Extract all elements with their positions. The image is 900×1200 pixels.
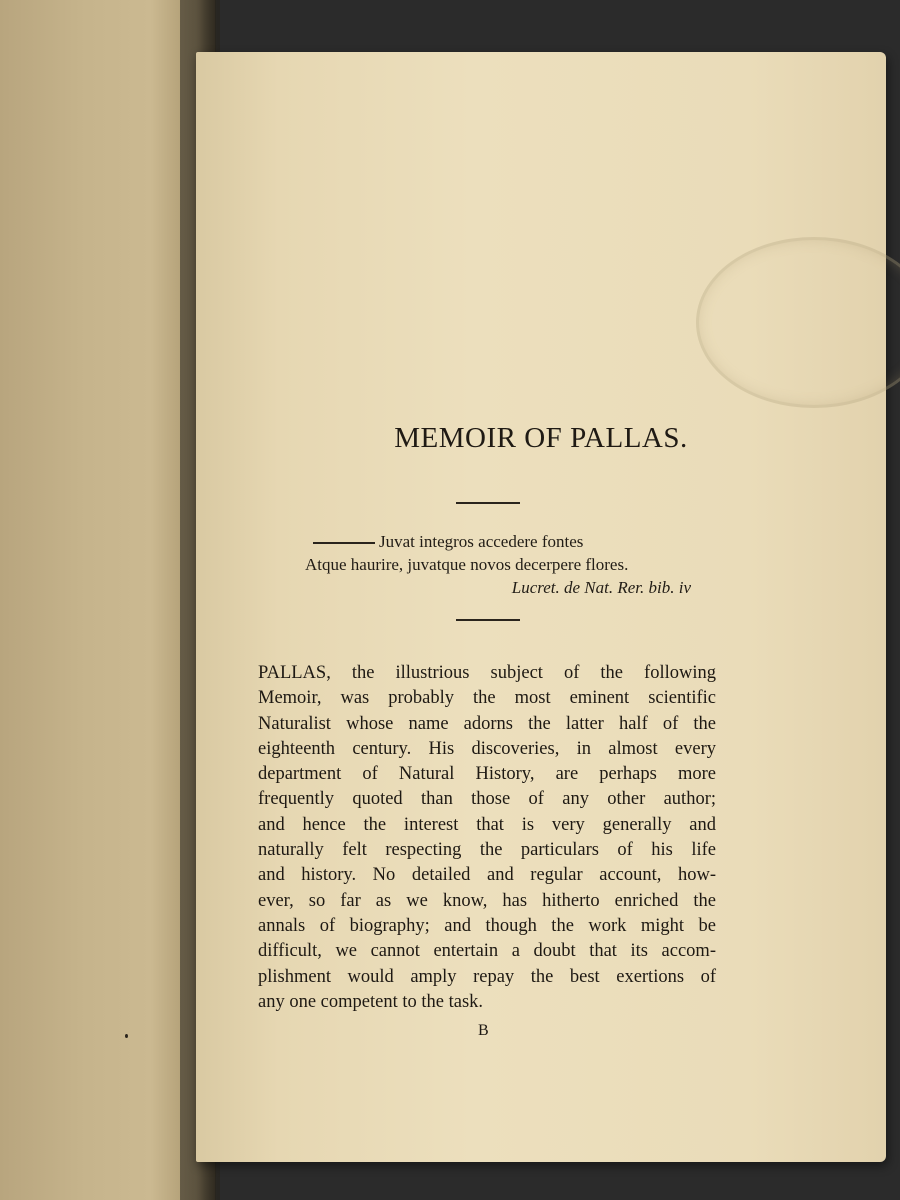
epigraph-line-2: Atque haurire, juvatque novos decerpere flores.	[305, 555, 629, 574]
signature-mark: B	[478, 1022, 489, 1039]
epigraph-dash	[313, 542, 375, 544]
body-line: and hence the interest that is very generally and	[258, 814, 716, 835]
epigraph	[305, 530, 695, 599]
title-rule-top	[456, 502, 520, 504]
blind-stamp	[696, 237, 900, 408]
body-line: eighteenth century. His discoveries, in almost every	[258, 738, 716, 759]
body-line: ever, so far as we know, has hitherto enriched the	[258, 890, 716, 911]
body-line: Naturalist whose name adorns the latter half of the	[258, 713, 716, 734]
body-line: difficult, we cannot entertain a doubt that its accom-	[258, 941, 716, 962]
title-rule-bottom	[456, 619, 520, 621]
epigraph-line-1: Juvat integros accedere fontes	[305, 530, 695, 553]
body-line: PALLAS, the illustrious subject of the following	[258, 663, 716, 683]
body-line: Memoir, was probably the most eminent scientific	[258, 688, 716, 709]
body-line: any one competent to the task.	[258, 991, 484, 1012]
paper-speck	[125, 1034, 128, 1038]
body-line: annals of biography; and though the work might be	[258, 915, 716, 936]
body-line: frequently quoted than those of any other author;	[258, 789, 716, 810]
body-line: naturally felt respecting the particulars of his life	[258, 840, 716, 861]
body-line: and history. No detailed and regular account, how-	[258, 865, 716, 886]
body-line: plishment would amply repay the best exertions of	[258, 966, 716, 987]
body-paragraph	[258, 661, 716, 1015]
epigraph-citation: Lucret. de Nat. Rer. bib. iv	[511, 578, 691, 597]
body-line: department of Natural History, are perhaps more	[258, 764, 716, 785]
page-title: MEMOIR OF PALLAS.	[394, 422, 688, 454]
